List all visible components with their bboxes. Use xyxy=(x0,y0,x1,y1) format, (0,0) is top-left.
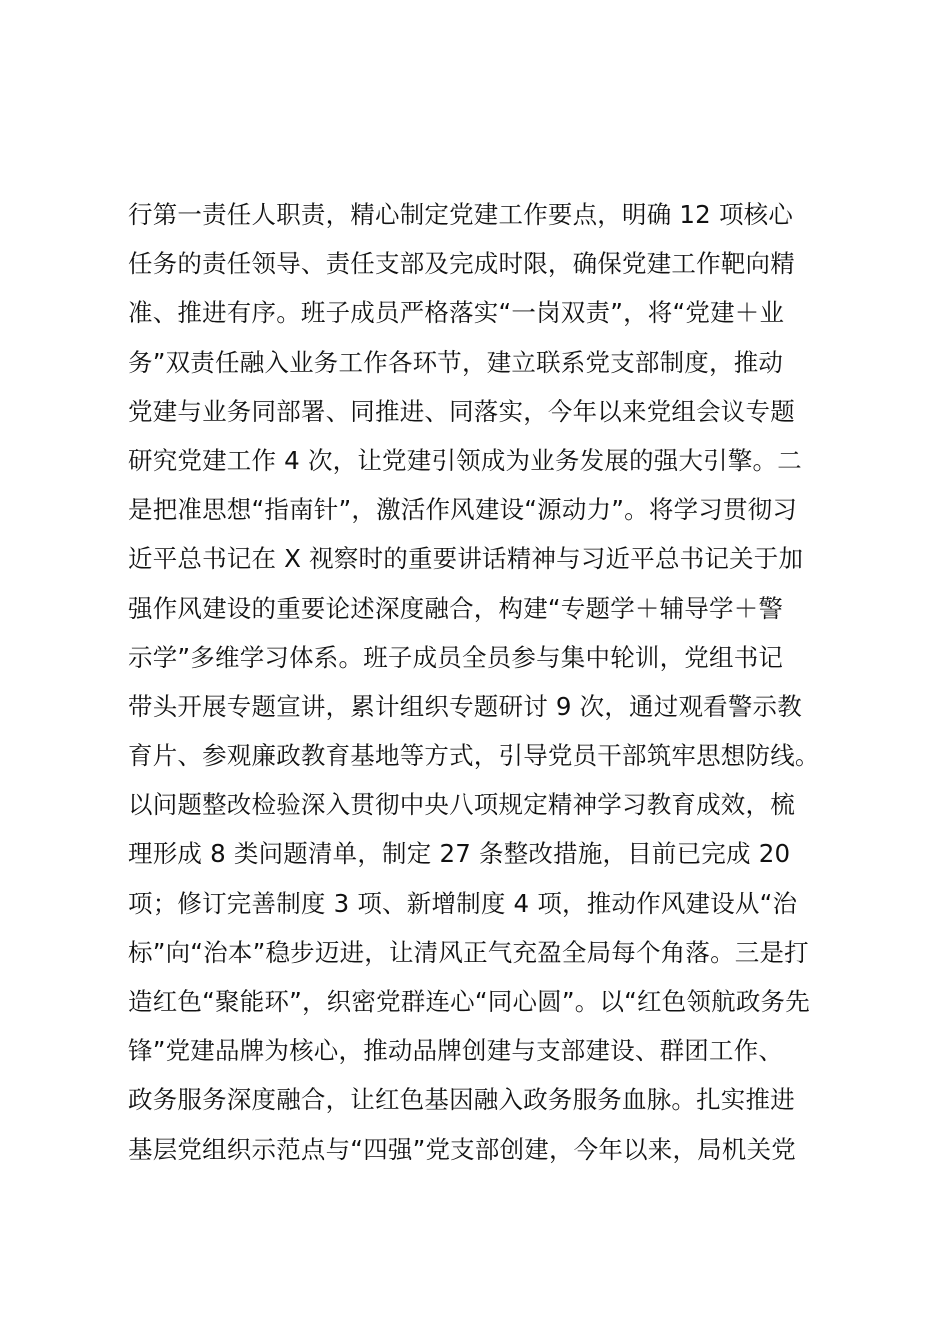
text-line-1: 行第一责任人职责，精心制定党建工作要点，明确 12 项核心 xyxy=(128,200,794,229)
text-line-16: 标”向“治本”稳步迈进，让清风正气充盈全局每个角落。三是打 xyxy=(128,937,809,967)
text-line-9: 强作风建设的重要论述深度融合，构建“专题学＋辅导学＋警 xyxy=(128,593,784,623)
text-line-20: 基层党组织示范点与“四强”党支部创建，今年以来，局机关党 xyxy=(128,1134,796,1164)
text-line-11: 带头开展专题宣讲，累计组织专题研讨 9 次，通过观看警示教 xyxy=(128,691,802,721)
text-line-12: 育片、参观廉政教育基地等方式，引导党员干部筑牢思想防线。 xyxy=(128,741,820,771)
text-line-6: 研究党建工作 4 次，让党建引领成为业务发展的强大引擎。二 xyxy=(128,445,802,475)
text-line-13: 以问题整改检验深入贯彻中央八项规定精神学习教育成效，梳 xyxy=(128,790,795,820)
text-line-5: 党建与业务同部署、同推进、同落实，今年以来党组会议专题 xyxy=(128,396,795,426)
text-line-3: 准、推进有序。班子成员严格落实“一岗双责”，将“党建＋业 xyxy=(128,298,785,328)
text-line-8: 近平总书记在 X 视察时的重要讲话精神与习近平总书记关于加 xyxy=(128,544,804,574)
text-line-17: 造红色“聚能环”，织密党群连心“同心圆”。以“红色领航政务先 xyxy=(128,987,810,1016)
text-line-10: 示学”多维学习体系。班子成员全员参与集中轮训，党组书记 xyxy=(128,642,784,672)
text-line-19: 政务服务深度融合，让红色基因融入政务服务血脉。扎实推进 xyxy=(128,1085,795,1115)
text-line-4: 务”双责任融入业务工作各环节，建立联系党支部制度，推动 xyxy=(128,347,784,377)
text-line-14: 理形成 8 类问题清单，制定 27 条整改措施，目前已完成 20 xyxy=(128,839,791,869)
text-line-18: 锋”党建品牌为核心，推动品牌创建与支部建设、群团工作、 xyxy=(128,1036,784,1066)
text-line-7: 是把准思想“指南针”，激活作风建设“源动力”。将学习贯彻习 xyxy=(128,495,798,525)
text-line-2: 任务的责任领导、责任支部及完成时限，确保党建工作靶向精 xyxy=(128,249,795,279)
body-paragraph xyxy=(128,190,848,1174)
text-line-15: 项；修订完善制度 3 项、新增制度 4 项，推动作风建设从“治 xyxy=(128,888,798,918)
